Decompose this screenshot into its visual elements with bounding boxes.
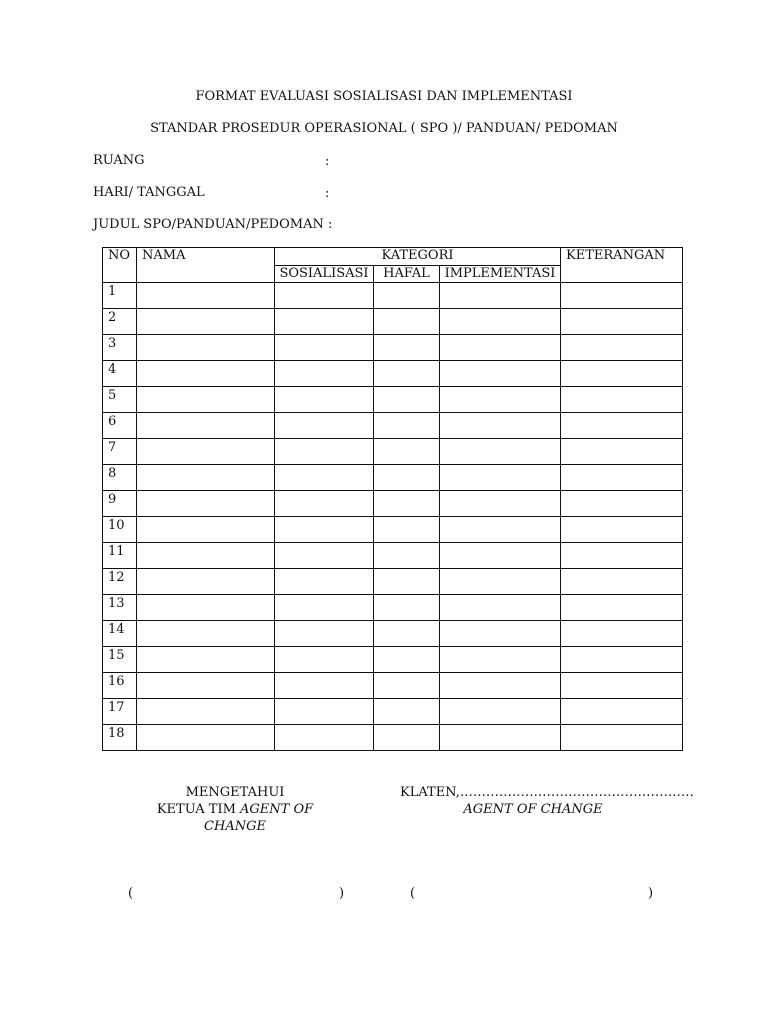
table-row — [103, 569, 683, 595]
form-title: FORMAT EVALUASI SOSIALISASI DAN IMPLEMENTASI — [195, 89, 573, 104]
row-number: 17 — [103, 699, 137, 725]
nama-cell[interactable] — [137, 335, 275, 361]
hafal-cell[interactable] — [374, 465, 440, 491]
hari-tanggal-label: HARI/ TANGGAL — [93, 185, 205, 200]
implementasi-cell[interactable] — [440, 283, 561, 309]
judul-label: JUDUL SPO/PANDUAN/PEDOMAN : — [93, 217, 333, 232]
nama-cell[interactable] — [137, 725, 275, 751]
klaten-date-label: KLATEN,……………………………………………… — [400, 785, 694, 800]
implementasi-cell[interactable] — [440, 491, 561, 517]
sosialisasi-cell[interactable] — [275, 725, 374, 751]
sosialisasi-cell[interactable] — [275, 491, 374, 517]
table-row — [103, 283, 683, 309]
nama-cell[interactable] — [137, 647, 275, 673]
hafal-cell[interactable] — [374, 569, 440, 595]
hafal-cell[interactable] — [374, 647, 440, 673]
implementasi-cell[interactable] — [440, 699, 561, 725]
row-number: 14 — [103, 621, 137, 647]
header-implementasi: IMPLEMENTASI — [440, 266, 561, 283]
mengetahui-label: MENGETAHUI — [185, 785, 285, 800]
row-number: 6 — [103, 413, 137, 439]
sosialisasi-cell[interactable] — [275, 647, 374, 673]
implementasi-cell[interactable] — [440, 335, 561, 361]
sosialisasi-cell[interactable] — [275, 673, 374, 699]
implementasi-cell[interactable] — [440, 595, 561, 621]
table-row — [103, 595, 683, 621]
hafal-cell[interactable] — [374, 673, 440, 699]
row-number: 1 — [103, 283, 137, 309]
ketua-tim-label: KETUA TIM AGENT OF CHANGE — [156, 802, 314, 834]
row-number: 18 — [103, 725, 137, 751]
keterangan-cell[interactable] — [561, 491, 683, 517]
ruang-colon: : — [325, 154, 330, 169]
hafal-cell[interactable] — [374, 699, 440, 725]
header-nama: NAMA — [137, 248, 275, 283]
header-sosialisasi: SOSIALISASI — [275, 266, 374, 283]
header-no: NO — [103, 248, 137, 283]
table-row — [103, 309, 683, 335]
hafal-cell[interactable] — [374, 387, 440, 413]
table-row — [103, 699, 683, 725]
sosialisasi-cell[interactable] — [275, 517, 374, 543]
implementasi-cell[interactable] — [440, 413, 561, 439]
sosialisasi-cell[interactable] — [275, 387, 374, 413]
implementasi-cell[interactable] — [440, 361, 561, 387]
implementasi-cell[interactable] — [440, 725, 561, 751]
nama-cell[interactable] — [137, 595, 275, 621]
keterangan-cell[interactable] — [561, 673, 683, 699]
nama-cell[interactable] — [137, 387, 275, 413]
hafal-cell[interactable] — [374, 595, 440, 621]
keterangan-cell[interactable] — [561, 543, 683, 569]
row-number: 8 — [103, 465, 137, 491]
right-signature-open-paren: ( — [410, 886, 416, 901]
sosialisasi-cell[interactable] — [275, 413, 374, 439]
implementasi-cell[interactable] — [440, 543, 561, 569]
sosialisasi-cell[interactable] — [275, 621, 374, 647]
table-row — [103, 387, 683, 413]
keterangan-cell[interactable] — [561, 413, 683, 439]
hafal-cell[interactable] — [374, 309, 440, 335]
row-number: 4 — [103, 361, 137, 387]
hafal-cell[interactable] — [374, 361, 440, 387]
hafal-cell[interactable] — [374, 283, 440, 309]
keterangan-cell[interactable] — [561, 387, 683, 413]
implementasi-cell[interactable] — [440, 673, 561, 699]
hafal-cell[interactable] — [374, 491, 440, 517]
row-number: 12 — [103, 569, 137, 595]
header-keterangan: KETERANGAN — [561, 248, 683, 283]
form-subtitle: STANDAR PROSEDUR OPERASIONAL ( SPO )/ PANDUAN/ PEDOMAN — [150, 121, 618, 136]
sosialisasi-cell[interactable] — [275, 335, 374, 361]
hafal-cell[interactable] — [374, 335, 440, 361]
nama-cell[interactable] — [137, 673, 275, 699]
sosialisasi-cell[interactable] — [275, 283, 374, 309]
keterangan-cell[interactable] — [561, 569, 683, 595]
row-number: 9 — [103, 491, 137, 517]
nama-cell[interactable] — [137, 491, 275, 517]
implementasi-cell[interactable] — [440, 647, 561, 673]
keterangan-cell[interactable] — [561, 361, 683, 387]
implementasi-cell[interactable] — [440, 569, 561, 595]
table-row — [103, 517, 683, 543]
hafal-cell[interactable] — [374, 439, 440, 465]
keterangan-cell[interactable] — [561, 309, 683, 335]
table-row — [103, 413, 683, 439]
table-row — [103, 543, 683, 569]
hafal-cell[interactable] — [374, 725, 440, 751]
implementasi-cell[interactable] — [440, 517, 561, 543]
sosialisasi-cell[interactable] — [275, 543, 374, 569]
row-number: 13 — [103, 595, 137, 621]
keterangan-cell[interactable] — [561, 335, 683, 361]
table-row — [103, 465, 683, 491]
table-row — [103, 725, 683, 751]
nama-cell[interactable] — [137, 517, 275, 543]
agent-of-change-label: AGENT OF CHANGE — [463, 802, 603, 817]
header-kategori: KATEGORI — [275, 248, 561, 266]
table-row — [103, 621, 683, 647]
nama-cell[interactable] — [137, 283, 275, 309]
keterangan-cell[interactable] — [561, 283, 683, 309]
keterangan-cell[interactable] — [561, 517, 683, 543]
right-signature-close-paren: ) — [648, 886, 654, 901]
sosialisasi-cell[interactable] — [275, 569, 374, 595]
keterangan-cell[interactable] — [561, 699, 683, 725]
keterangan-cell[interactable] — [561, 595, 683, 621]
sosialisasi-cell[interactable] — [275, 595, 374, 621]
keterangan-cell[interactable] — [561, 439, 683, 465]
implementasi-cell[interactable] — [440, 621, 561, 647]
sosialisasi-cell[interactable] — [275, 309, 374, 335]
keterangan-cell[interactable] — [561, 621, 683, 647]
nama-cell[interactable] — [137, 361, 275, 387]
nama-cell[interactable] — [137, 465, 275, 491]
table-row — [103, 361, 683, 387]
nama-cell[interactable] — [137, 413, 275, 439]
hafal-cell[interactable] — [374, 517, 440, 543]
table-row — [103, 673, 683, 699]
row-number: 2 — [103, 309, 137, 335]
table-body — [103, 283, 683, 751]
signature-left — [130, 784, 340, 835]
sosialisasi-cell[interactable] — [275, 361, 374, 387]
row-number: 5 — [103, 387, 137, 413]
hafal-cell[interactable] — [374, 621, 440, 647]
evaluation-table — [102, 247, 683, 751]
nama-cell[interactable] — [137, 699, 275, 725]
nama-cell[interactable] — [137, 439, 275, 465]
keterangan-cell[interactable] — [561, 465, 683, 491]
table-row — [103, 491, 683, 517]
row-number: 3 — [103, 335, 137, 361]
table-row — [103, 647, 683, 673]
row-number: 15 — [103, 647, 137, 673]
table-row — [103, 439, 683, 465]
ruang-label: RUANG — [93, 153, 145, 168]
nama-cell[interactable] — [137, 621, 275, 647]
left-signature-close-paren: ) — [339, 886, 345, 901]
sosialisasi-cell[interactable] — [275, 465, 374, 491]
keterangan-cell[interactable] — [561, 647, 683, 673]
implementasi-cell[interactable] — [440, 439, 561, 465]
implementasi-cell[interactable] — [440, 465, 561, 491]
implementasi-cell[interactable] — [440, 387, 561, 413]
hari-tanggal-colon: : — [325, 186, 330, 201]
nama-cell[interactable] — [137, 543, 275, 569]
row-number: 16 — [103, 673, 137, 699]
header-hafal: HAFAL — [374, 266, 440, 283]
sosialisasi-cell[interactable] — [275, 699, 374, 725]
nama-cell[interactable] — [137, 569, 275, 595]
implementasi-cell[interactable] — [440, 309, 561, 335]
table-row — [103, 335, 683, 361]
nama-cell[interactable] — [137, 309, 275, 335]
left-signature-open-paren: ( — [128, 886, 134, 901]
row-number: 10 — [103, 517, 137, 543]
signature-right — [400, 784, 694, 818]
sosialisasi-cell[interactable] — [275, 439, 374, 465]
hafal-cell[interactable] — [374, 543, 440, 569]
row-number: 7 — [103, 439, 137, 465]
keterangan-cell[interactable] — [561, 725, 683, 751]
hafal-cell[interactable] — [374, 413, 440, 439]
row-number: 11 — [103, 543, 137, 569]
